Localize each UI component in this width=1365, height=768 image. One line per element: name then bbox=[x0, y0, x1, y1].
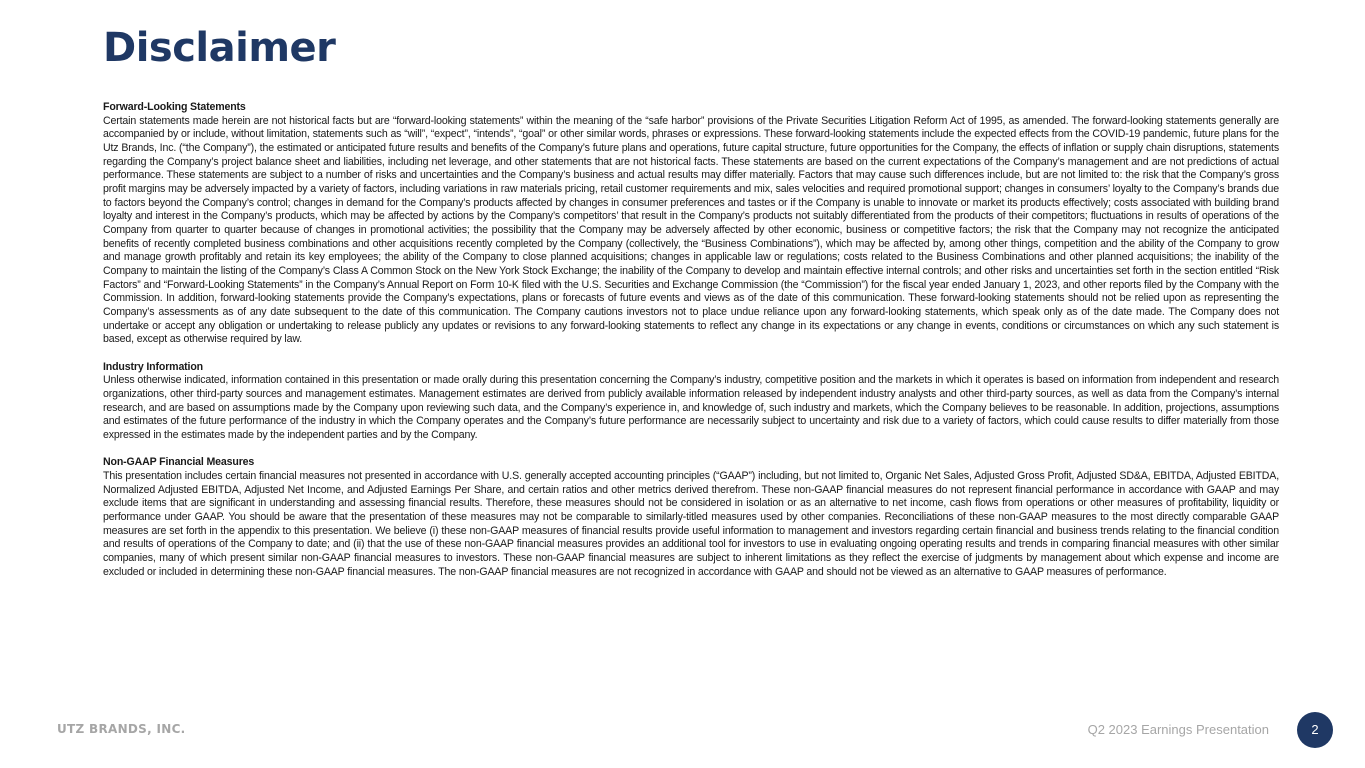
section-body: This presentation includes certain financial measures not presented in accordance with U.S. generally accepted accounting principles (“GAAP”) including, but not limited to, Organic Net Sales, Adjusted Gross Profit, Adjusted SD&A, EBITDA, Adjusted EBITDA, Normalized Adjusted EBITDA, Adjusted Net Income, and Adjusted Earnings Per Share, and certain ratios and other metrics derived therefrom. These non-GAAP financial measures do not represent financial performance in accordance with GAAP and may exclude items that are significant in understanding and assessing financial results. Therefore, these measures should not be considered in isolation or as an alternative to net income, cash flows from operations or other measures of profitability, liquidity or performance under GAAP. You should be aware that the presentation of these measures may not be comparable to similarly-titled measures used by other companies. Reconciliations of these non-GAAP measures to the most directly comparable GAAP measures are set forth in the appendix to this presentation. We believe (i) these non-GAAP measures of financial results provide useful information to management and investors regarding certain financial and business trends relating to the financial condition and results of operations of the Company to date; and (ii) that the use of these non-GAAP financial measures provides an additional tool for investors to use in evaluating ongoing operating results and trends in comparing financial measures with other similar companies, many of which present similar non-GAAP financial measures to investors. These non-GAAP financial measures are subject to inherent limitations as they reflect the exercise of judgments by management about which expense and income are excluded or included in determining these non-GAAP financial measures. The non-GAAP financial measures are not recognized in accordance with GAAP and should not be viewed as an alternative to GAAP measures of performance. bbox=[103, 470, 1279, 578]
section-forward-looking bbox=[103, 101, 1279, 347]
footer-presentation-title: Q2 2023 Earnings Presentation bbox=[1087, 722, 1269, 737]
section-body: Certain statements made herein are not historical facts but are “forward-looking statements” within the meaning of the “safe harbor” provisions of the Private Securities Litigation Reform Act of 1995, as amended. The forward-looking statements generally are accompanied by or include, without limitation, statements such as “will”, “expect”, “intends”, “goal” or other similar words, phrases or expressions. These forward-looking statements include the expected effects from the COVID-19 pandemic, future plans for the Utz Brands, Inc. (“the Company”), the estimated or anticipated future results and benefits of the Company’s future plans and operations, future capital structure, future opportunities for the Company, the effects of inflation or supply chain disruptions, statements regarding the Company’s project balance sheet and liabilities, including net leverage, and other statements that are not historical facts. These statements are based on the current expectations of the Company’s management and are not predictions of actual performance. These statements are subject to a number of risks and uncertainties and the Company’s business and actual results may differ materially. Factors that may cause such differences include, but are not limited to: the risk that the Company’s gross profit margins may be adversely impacted by a variety of factors, including variations in raw materials pricing, retail customer requirements and mix, sales velocities and required promotional support; changes in consumers’ loyalty to the Company’s brands due to factors beyond the Company’s control; changes in demand for the Company’s products affected by changes in consumer preferences and tastes or if the Company is unable to innovate or market its products effectively; costs associated with building brand loyalty and interest in the Company’s products, which may be affected by actions by the Company’s competitors’ that result in the Company’s products not suitably differentiated from the products of their competitors; fluctuations in results of operations of the Company from quarter to quarter because of changes in promotional activities; the possibility that the Company may be adversely affected by other economic, business or competitive factors; the risk that the Company may not recognize the anticipated benefits of recently completed business combinations and other acquisitions recently completed by the Company (collectively, the “Business Combinations”), which may be affected by, among other things, competition and the ability of the Company to grow and manage growth profitably and retain its key employees; the ability of the Company to close planned acquisitions; changes in applicable law or regulations; costs related to the Business Combinations and other planned acquisitions; the inability of the Company to maintain the listing of the Company’s Class A Common Stock on the New York Stock Exchange; the inability of the Company to develop and maintain effective internal controls; and other risks and uncertainties set forth in the section entitled “Risk Factors” and “Forward-Looking Statements” in the Company’s Annual Report on Form 10-K filed with the U.S. Securities and Exchange Commission (the “Commission”) for the fiscal year ended January 1, 2023, and other reports filed by the Company with the Commission. In addition, forward-looking statements provide the Company’s expectations, plans or forecasts of future events and views as of the date of this communication. These forward-looking statements should not be relied upon as representing the Company’s assessments as of any date subsequent to the date of this communication. The Company cautions investors not to place undue reliance upon any forward-looking statements, which speak only as of the date made. The Company does not undertake or accept any obligation or undertaking to release publicly any updates or revisions to any forward-looking statements to reflect any change in its expectations or any change in events, conditions or circumstances on which any such statement is based, except as otherwise required by law. bbox=[103, 114, 1279, 346]
section-heading: Industry Information bbox=[103, 360, 203, 373]
section-heading: Non-GAAP Financial Measures bbox=[103, 456, 255, 469]
footer-company-name: UTZ BRANDS, INC. bbox=[57, 722, 186, 736]
section-industry-information bbox=[103, 361, 1279, 443]
page-title: Disclaimer bbox=[103, 25, 336, 71]
section-non-gaap bbox=[103, 456, 1279, 579]
section-body: Unless otherwise indicated, information contained in this presentation or made orally during this presentation concerning the Company’s industry, competitive position and the markets in which it operates is based on information from independent and research organizations, other third-party sources and management estimates. Management estimates are derived from publicly available information released by independent industry analysts and other third-party sources, as well as data from the Company’s internal research, and are based on assumptions made by the Company upon reviewing such data, and the Company’s experience in, and knowledge of, such industry and markets, which the Company believes to be reasonable. In addition, projections, assumptions and estimates of the future performance of the industry in which the Company operates and the Company’s future performance are necessarily subject to uncertainty and risk due to a variety of factors, which could cause results to differ materially from those expressed in the estimates made by the independent parties and by the Company. bbox=[103, 374, 1279, 442]
page-number-badge: 2 bbox=[1297, 712, 1333, 748]
disclaimer-content bbox=[103, 101, 1279, 579]
section-heading: Forward-Looking Statements bbox=[103, 101, 246, 113]
